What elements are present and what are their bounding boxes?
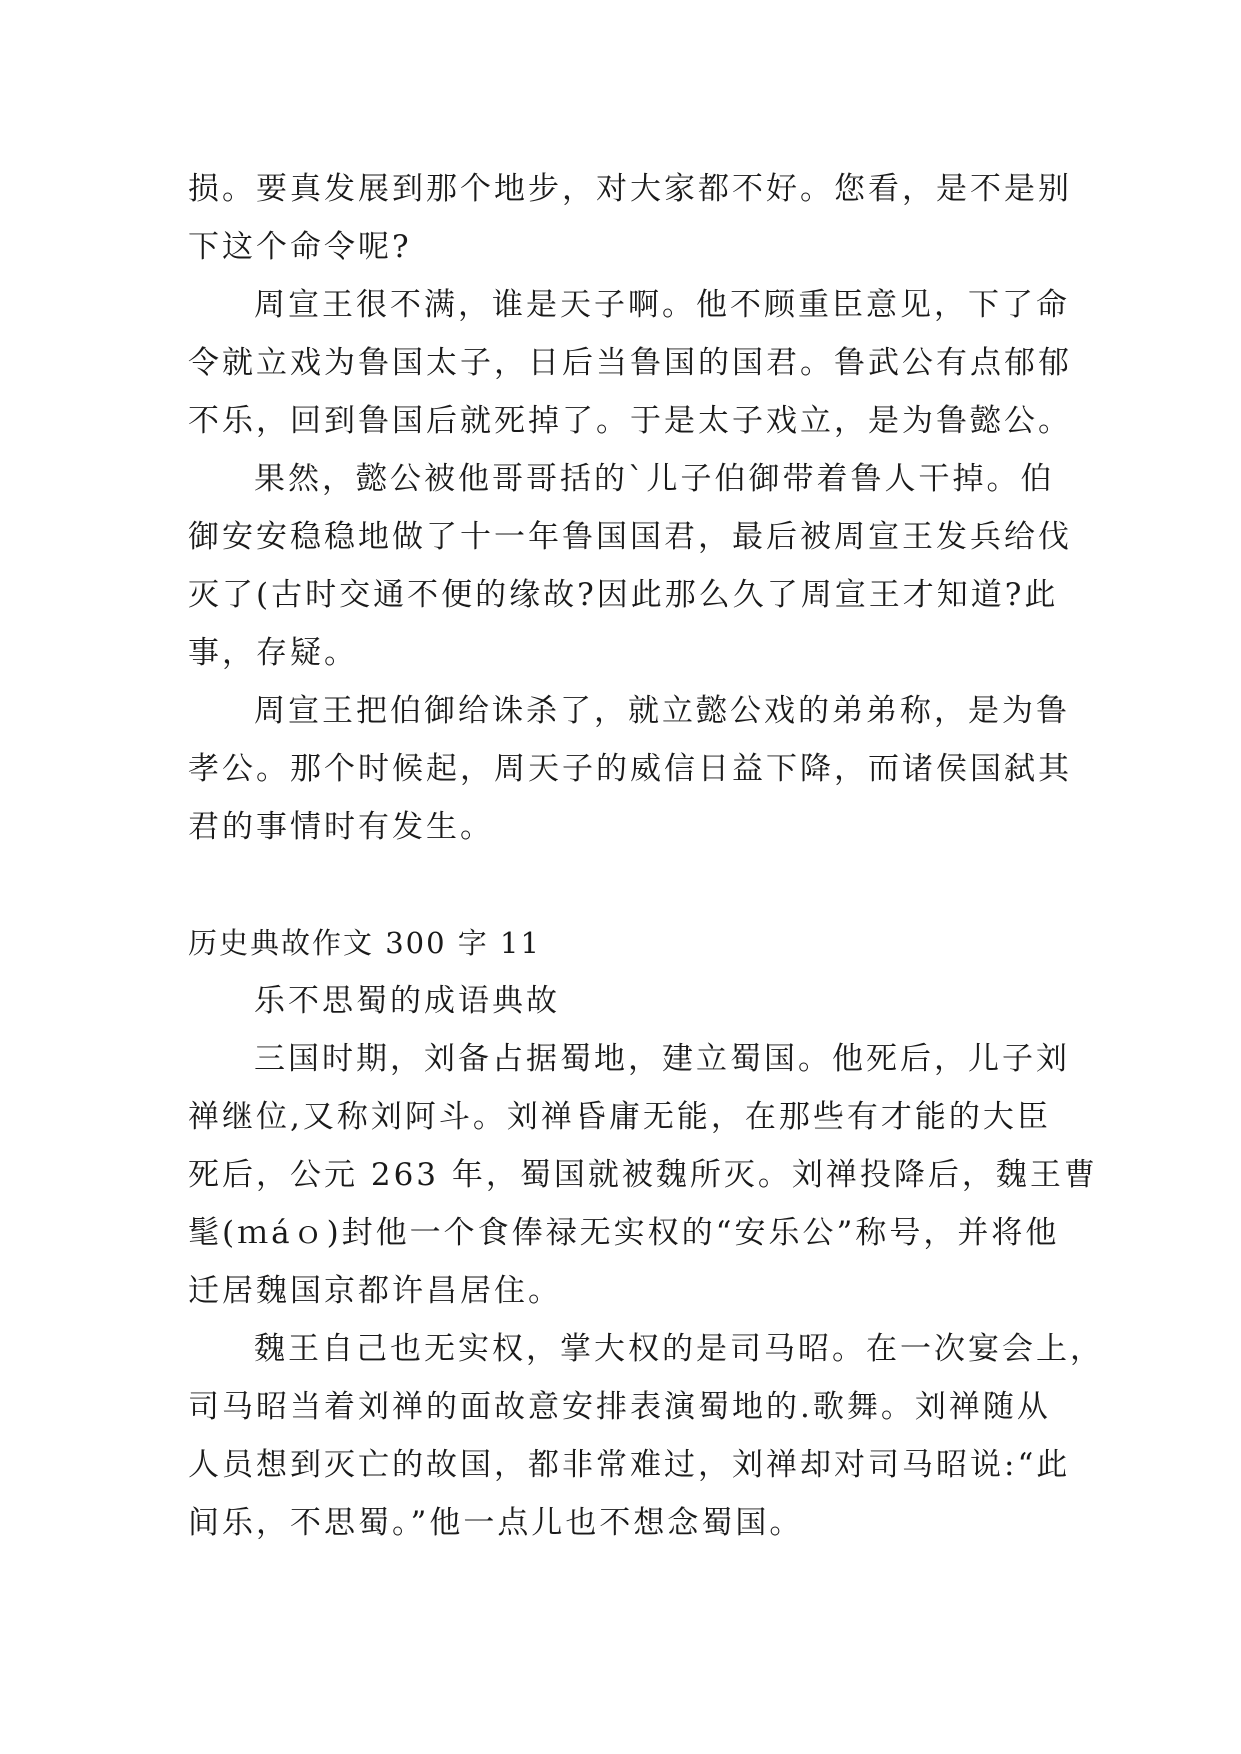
paragraph-line: 周宣王把伯御给诛杀了，就立懿公戏的弟弟称，是为鲁 — [254, 693, 1070, 729]
paragraph-line: 下这个命令呢? — [188, 229, 412, 265]
article-heading: 历史典故作文 300 字 11 — [188, 926, 541, 960]
paragraph-line: 髦(ｍáｏ)封他一个食俸禄无实权的“安乐公”称号，并将他 — [188, 1215, 1060, 1251]
paragraph-line: 迁居魏国京都许昌居住。 — [188, 1273, 562, 1309]
paragraph-line: 司马昭当着刘禅的面故意安排表演蜀地的.歌舞。刘禅随从 — [188, 1389, 1051, 1425]
paragraph-line: 令就立戏为鲁国太子，日后当鲁国的国君。鲁武公有点郁郁 — [188, 345, 1072, 381]
paragraph-line: 周宣王很不满，谁是天子啊。他不顾重臣意见，下了命 — [254, 287, 1070, 323]
article-subheading: 乐不思蜀的成语典故 — [254, 983, 560, 1019]
paragraph-line: 间乐，不思蜀。”他一点儿也不想念蜀国。 — [188, 1505, 804, 1541]
paragraph-line: 魏王自己也无实权，掌大权的是司马昭。在一次宴会上， — [254, 1331, 1104, 1367]
paragraph-line: 死后，公元 263 年，蜀国就被魏所灭。刘禅投降后，魏王曹 — [188, 1157, 1098, 1193]
paragraph-line: 果然，懿公被他哥哥括的`儿子伯御带着鲁人干掉。伯 — [254, 461, 1055, 497]
paragraph-line: 事，存疑。 — [188, 635, 358, 671]
paragraph-line: 灭了(古时交通不便的缘故?因此那么久了周宣王才知道?此 — [188, 577, 1059, 613]
paragraph-line: 君的事情时有发生。 — [188, 809, 494, 845]
paragraph-line: 御安安稳稳地做了十一年鲁国国君，最后被周宣王发兵给伐 — [188, 519, 1072, 555]
paragraph-line: 三国时期，刘备占据蜀地，建立蜀国。他死后，儿子刘 — [254, 1041, 1070, 1077]
paragraph-line: 不乐，回到鲁国后就死掉了。于是太子戏立，是为鲁懿公。 — [188, 403, 1072, 439]
paragraph-line: 人员想到灭亡的故国，都非常难过，刘禅却对司马昭说:“此 — [188, 1447, 1071, 1483]
section-continued-story — [188, 160, 1072, 856]
paragraph-line: 损。要真发展到那个地步，对大家都不好。您看，是不是别 — [188, 171, 1072, 207]
paragraph-line: 禅继位,又称刘阿斗。刘禅昏庸无能，在那些有才能的大臣 — [188, 1099, 1051, 1135]
paragraph-line: 孝公。那个时候起，周天子的威信日益下降，而诸侯国弑其 — [188, 751, 1072, 787]
section-new-article — [188, 914, 1104, 1552]
